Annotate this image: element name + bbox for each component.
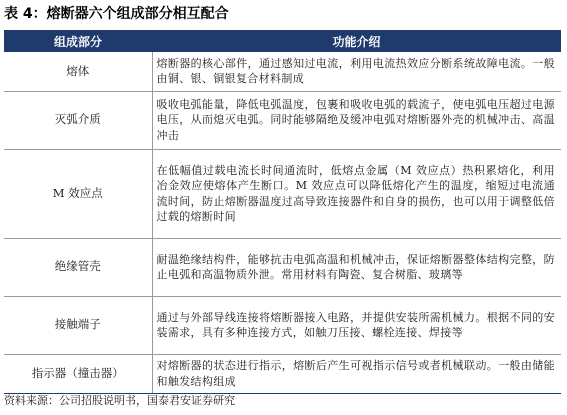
cell-function: 熔断器的核心部件，通过感知过电流，利用电流热效应分断系统故障电流。一般由铜、银、铜银复合材料制成 — [152, 52, 561, 91]
header-function: 功能介绍 — [152, 30, 561, 52]
table-row — [4, 91, 561, 149]
cell-component: 灭弧介质 — [4, 91, 152, 149]
cell-component: 熔体 — [4, 52, 152, 91]
table-row — [4, 52, 561, 91]
table-body — [4, 52, 561, 393]
table-row — [4, 238, 561, 296]
cell-function: 对熔断器的状态进行指示，熔断后产生可视指示信号或者机械联动。一般由储能和触发结构组成 — [152, 354, 561, 393]
cell-component: 接触端子 — [4, 296, 152, 354]
cell-component: 绝缘管壳 — [4, 238, 152, 296]
header-component: 组成部分 — [4, 30, 152, 52]
cell-function: 通过与外部导线连接将熔断器接入电路，并提供安装所需机械力。根据不同的安装需求，具有多种连接方式，如触刀压接、螺栓连接、焊接等 — [152, 296, 561, 354]
table-row — [4, 149, 561, 238]
cell-component: 指示器（撞击器） — [4, 354, 152, 393]
cell-function: 在低幅值过载电流长时间通流时，低熔点金属（M 效应点）热积累熔化，利用冶金效应使熔体产生断口。M 效应点可以降低熔化产生的温度，缩短过电流通流时间，防止熔断器温度过高导致连接器件和自身的损伤，也可以用于调整低倍过载的熔断时间 — [152, 149, 561, 238]
table-header-row — [4, 30, 561, 52]
cell-function: 耐温绝缘结构件，能够抗击电弧高温和机械冲击，保证熔断器整体结构完整，防止电弧和高温物质外泄。常用材料有陶瓷、复合树脂、玻璃等 — [152, 238, 561, 296]
source-note: 资料来源：公司招股说明书，国泰君安证券研究 — [4, 394, 235, 407]
table — [4, 30, 561, 394]
page-title: 表 4：熔断器六个组成部分相互配合 — [4, 6, 229, 22]
table-row — [4, 354, 561, 393]
component-table — [4, 30, 561, 394]
cell-component: M 效应点 — [4, 149, 152, 238]
table-header — [4, 30, 561, 52]
cell-function: 吸收电弧能量，降低电弧温度，包裹和吸收电弧的载流子，使电弧电压超过电源电压，从而熄灭电弧。同时能够隔绝及缓冲电弧对熔断器外壳的机械冲击、高温冲击 — [152, 91, 561, 149]
table-row — [4, 296, 561, 354]
